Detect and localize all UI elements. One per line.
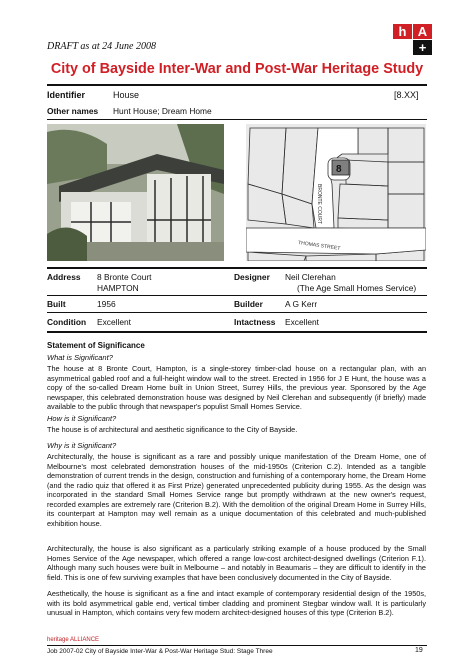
- map-lot-number: 8: [336, 164, 342, 175]
- map-street-label: BRONTE COURT: [316, 184, 322, 224]
- section-heading: Statement of Significance: [47, 341, 145, 350]
- what-paragraph: The house at 8 Bronte Court, Hampton, is a single-storey timber-clad house on a rectangular plan, with an asymmetrical gabled roof and a full-height window wall to the street. Erected in 1956 for J E Hunt, the house was a copy of the so-called Dream Home built in Union Street, Surrey Hills, the previous year. Sponsored by the Age newspaper, this celebrated demonstration house was designed by Neil Clerehan and subsequently (if briefly) made available to the public through that newspaper's populist Small Homes Service.: [47, 364, 426, 411]
- divider: [47, 295, 427, 296]
- builder-label: Builder: [234, 299, 263, 309]
- how-heading: How is it Significant?: [47, 414, 117, 423]
- divider: [47, 331, 427, 333]
- other-names-value: Hunt House; Dream Home: [113, 106, 212, 116]
- footer-org: heritage ALLIANCE: [47, 637, 100, 643]
- identifier-label: Identifier: [47, 90, 86, 100]
- identifier-code: [8.XX]: [394, 90, 419, 100]
- heritage-alliance-logo: [393, 24, 433, 56]
- divider: [47, 84, 427, 86]
- map-street-label: THOMAS STREET: [297, 240, 341, 252]
- address-line1: 8 Bronte Court: [97, 272, 152, 282]
- logo-cell-h: h: [393, 24, 412, 39]
- divider: [47, 312, 427, 313]
- designer-label: Designer: [234, 272, 270, 282]
- why-paragraph-3: Aesthetically, the house is significant as a fine and intact example of contemporary residential design of the 1950s, with its bold asymmetrical gable end, vertical timber cladding and prominent Stegbar window wall. It is particularly unusual in Hampton, which contains very few modern architect-designed houses of this type (Criterion B.2).: [47, 589, 426, 617]
- divider: [47, 119, 427, 120]
- address-line2: HAMPTON: [97, 283, 139, 293]
- built-label: Built: [47, 299, 66, 309]
- address-label: Address: [47, 272, 81, 282]
- intactness-value: Excellent: [285, 317, 319, 327]
- identifier-value: House: [113, 90, 140, 100]
- how-paragraph: The house is of architectural and aesthetic significance to the City of Bayside.: [47, 425, 298, 434]
- page-number: 19: [415, 647, 423, 654]
- condition-label: Condition: [47, 317, 87, 327]
- why-paragraph-2: Architecturally, the house is also significant as a particularly striking example of a house produced by the Small Homes Service of the Age newspaper, which offered a range low-cost architect-designed dwellings (Criterion F.1). Although many such houses were built in Melbourne – and notably in Beaumaris – they are difficult to identify in the field. This is one of few surviving examples that have been conclusively documented in the City of Bayside.: [47, 544, 426, 582]
- why-paragraph-1: Architecturally, the house is significant as a rare and possibly unique manifestation of the Dream Home, one of Melbourne's most celebrated demonstration houses of the mid-1950s (Criterion C.2). Intended as a tangible demonstration of current trends in the design, construction and furnishing of a contemporary home, the Dream Home (and the radio quiz that offered it as First Prize) generated unprecedented publicity during 1955. As the design was incorporated in the standard Small Homes Service range but promptly withdrawn at the new owner's request, recorded examples are extremely rare (Criterion B.2). With the demolition of the original Dream Home in Surrey Hills, its counterpart at Hampton may well remain as a unique documentation of this celebrated and much-published exhibition house.: [47, 452, 426, 528]
- location-map: [246, 124, 426, 261]
- logo-cell-blank: [393, 40, 412, 55]
- what-heading: What is Significant?: [47, 353, 113, 362]
- logo-cell-plus: +: [413, 40, 432, 55]
- designer-line2: (The Age Small Homes Service): [297, 283, 417, 293]
- logo-cell-a: A: [413, 24, 432, 39]
- condition-value: Excellent: [97, 317, 131, 327]
- other-names-label: Other names: [47, 106, 99, 116]
- divider: [47, 267, 427, 269]
- why-heading: Why is it Significant?: [47, 441, 117, 450]
- house-photo: [47, 124, 224, 261]
- designer-line1: Neil Clerehan: [285, 272, 336, 282]
- built-value: 1956: [97, 299, 116, 309]
- page-title: City of Bayside Inter-War and Post-War Heritage Study: [50, 61, 424, 77]
- footer-divider: [47, 645, 427, 646]
- footer-job: Job 2007-02 City of Bayside Inter-War & Post-War Heritage Stud: Stage Three: [47, 648, 273, 655]
- builder-value: A G Kerr: [285, 299, 318, 309]
- intactness-label: Intactness: [234, 317, 276, 327]
- draft-date: DRAFT as at 24 June 2008: [47, 41, 156, 52]
